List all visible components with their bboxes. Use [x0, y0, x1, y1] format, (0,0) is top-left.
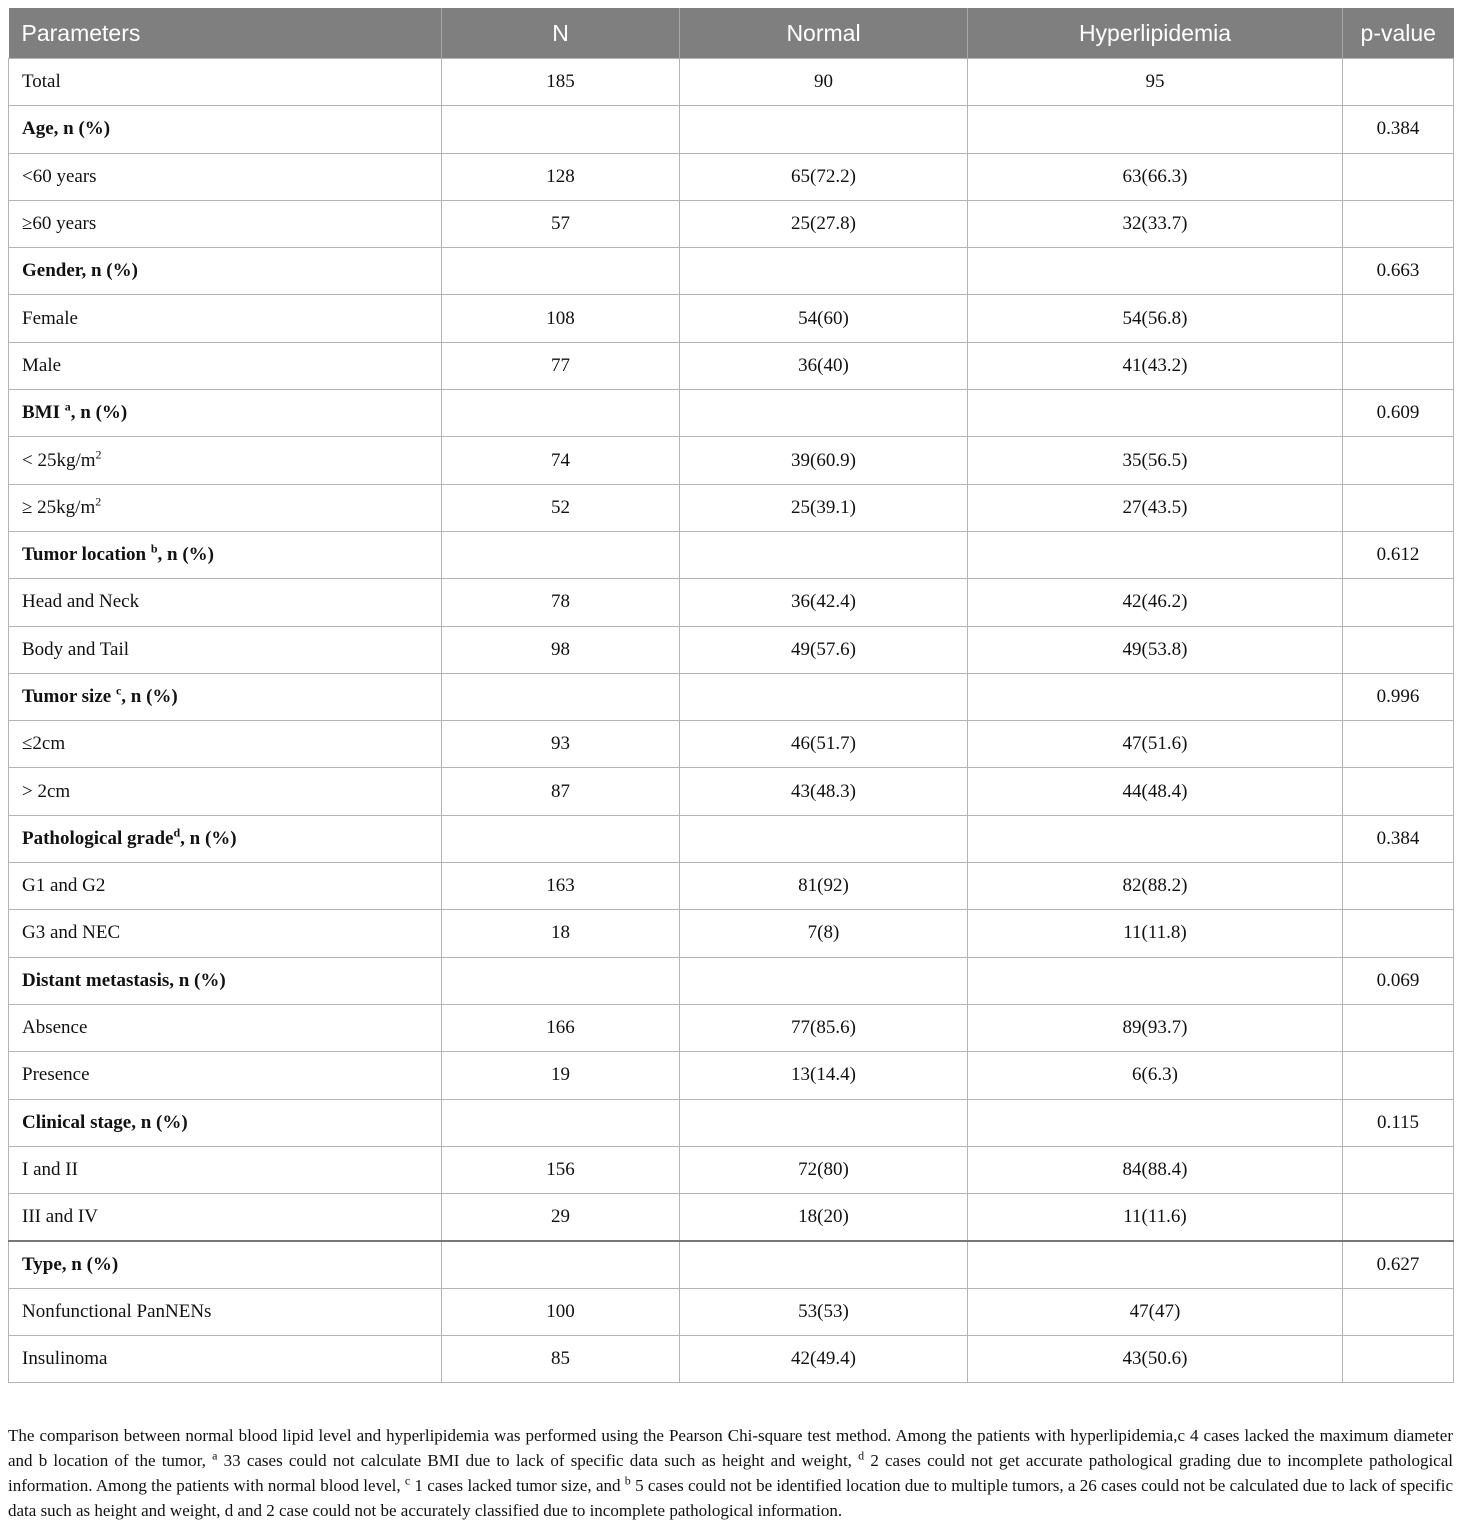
- parameter-label: Nonfunctional PanNENs: [22, 1300, 212, 1322]
- table-row: [9, 626, 1454, 673]
- parameter-label: Age, n (%): [22, 118, 111, 140]
- table-row: [9, 1194, 1454, 1241]
- cell-normal: [680, 248, 968, 295]
- parameter-label: < 25kg/m: [22, 449, 96, 471]
- cell-hyperlipidemia: 84(88.4): [968, 1146, 1343, 1193]
- header-n: N: [442, 8, 680, 59]
- cell-normal: 77(85.6): [680, 1004, 968, 1051]
- cell-p-value: 0.627: [1343, 1241, 1454, 1288]
- table-row: [9, 768, 1454, 815]
- cell-hyperlipidemia: [968, 390, 1343, 437]
- parameter-superscript: 2: [95, 447, 102, 462]
- table-row: [9, 1146, 1454, 1193]
- cell-n: 29: [442, 1194, 680, 1241]
- parameter-label: Head and Neck: [22, 591, 140, 613]
- cell-normal: [680, 673, 968, 720]
- parameter-label: III and IV: [22, 1206, 98, 1228]
- table-row: [9, 59, 1454, 106]
- cell-n: 166: [442, 1004, 680, 1051]
- footnote-superscript: d: [858, 1448, 865, 1463]
- cell-parameter: [9, 153, 442, 200]
- data-table-container: [8, 8, 1453, 1383]
- parameter-label: ≥60 years: [22, 213, 97, 235]
- cell-normal: 42(49.4): [680, 1336, 968, 1383]
- cell-hyperlipidemia: 32(33.7): [968, 200, 1343, 247]
- cell-n: 74: [442, 437, 680, 484]
- cell-normal: 43(48.3): [680, 768, 968, 815]
- cell-p-value: [1343, 342, 1454, 389]
- cell-parameter: [9, 1241, 442, 1288]
- cell-p-value: [1343, 626, 1454, 673]
- cell-parameter: [9, 1052, 442, 1099]
- table-section-row: [9, 673, 1454, 720]
- parameter-superscript: c: [115, 683, 122, 698]
- cell-hyperlipidemia: 6(6.3): [968, 1052, 1343, 1099]
- footnote-text: 2 cases could not get accurate pathological grading due to incomplete pathological information. Among the patients with normal blood level,: [8, 1451, 1453, 1495]
- parameter-label: G3 and NEC: [22, 922, 121, 944]
- footnote-text: 33 cases could not calculate BMI due to lack of specific data such as height and weight,: [217, 1451, 859, 1470]
- header-hyperlipidemia: Hyperlipidemia: [968, 8, 1343, 59]
- cell-n: 156: [442, 1146, 680, 1193]
- cell-n: [442, 1099, 680, 1146]
- cell-hyperlipidemia: 11(11.6): [968, 1194, 1343, 1241]
- cell-p-value: 0.609: [1343, 390, 1454, 437]
- parameter-superscript: 2: [95, 494, 102, 509]
- parameter-label: Presence: [22, 1064, 90, 1086]
- cell-p-value: [1343, 721, 1454, 768]
- cell-parameter: [9, 437, 442, 484]
- cell-parameter: [9, 390, 442, 437]
- table-row: [9, 910, 1454, 957]
- table-row: [9, 1288, 1454, 1335]
- table-row: [9, 437, 1454, 484]
- cell-n: 18: [442, 910, 680, 957]
- cell-p-value: [1343, 579, 1454, 626]
- cell-n: [442, 106, 680, 153]
- parameter-label: Tumor location: [22, 544, 151, 566]
- cell-hyperlipidemia: 44(48.4): [968, 768, 1343, 815]
- cell-hyperlipidemia: 43(50.6): [968, 1336, 1343, 1383]
- cell-p-value: [1343, 437, 1454, 484]
- cell-parameter: [9, 484, 442, 531]
- cell-parameter: [9, 200, 442, 247]
- cell-n: 100: [442, 1288, 680, 1335]
- cell-parameter: [9, 957, 442, 1004]
- cell-n: [442, 957, 680, 1004]
- table-row: [9, 484, 1454, 531]
- cell-n: 19: [442, 1052, 680, 1099]
- table-section-row: [9, 531, 1454, 578]
- cell-n: 52: [442, 484, 680, 531]
- cell-hyperlipidemia: [968, 957, 1343, 1004]
- cell-hyperlipidemia: 42(46.2): [968, 579, 1343, 626]
- table-section-row: [9, 1241, 1454, 1288]
- cell-hyperlipidemia: [968, 531, 1343, 578]
- table-section-row: [9, 957, 1454, 1004]
- parameter-label: Body and Tail: [22, 638, 130, 660]
- cell-parameter: [9, 1288, 442, 1335]
- footnote-text: 1 cases lacked tumor size, and: [410, 1476, 625, 1495]
- cell-n: 108: [442, 295, 680, 342]
- data-table: [8, 8, 1454, 1383]
- parameter-superscript: a: [64, 399, 71, 414]
- table-body: [9, 59, 1454, 1383]
- cell-normal: [680, 1099, 968, 1146]
- cell-n: 87: [442, 768, 680, 815]
- parameter-label: Insulinoma: [22, 1348, 108, 1370]
- cell-n: [442, 673, 680, 720]
- cell-parameter: [9, 1194, 442, 1241]
- cell-p-value: [1343, 1004, 1454, 1051]
- cell-normal: 54(60): [680, 295, 968, 342]
- cell-parameter: [9, 910, 442, 957]
- cell-hyperlipidemia: [968, 106, 1343, 153]
- cell-normal: 46(51.7): [680, 721, 968, 768]
- cell-normal: 25(39.1): [680, 484, 968, 531]
- cell-normal: [680, 1241, 968, 1288]
- cell-n: [442, 248, 680, 295]
- cell-parameter: [9, 1146, 442, 1193]
- table-row: [9, 1336, 1454, 1383]
- cell-n: [442, 1241, 680, 1288]
- cell-p-value: 0.612: [1343, 531, 1454, 578]
- cell-parameter: [9, 342, 442, 389]
- footnote-text: The comparison between normal blood lipid level and hyperlipidemia was performed using the Pearson Chi-square test method. Among the patients with hyperlipidemia,c 4 cases lacked the maximum diameter and b location of the tumor,: [8, 1426, 1453, 1470]
- cell-normal: [680, 957, 968, 1004]
- cell-hyperlipidemia: 54(56.8): [968, 295, 1343, 342]
- parameter-label: Pathological grade: [22, 827, 174, 849]
- cell-hyperlipidemia: [968, 1241, 1343, 1288]
- cell-p-value: 0.996: [1343, 673, 1454, 720]
- cell-parameter: [9, 626, 442, 673]
- cell-hyperlipidemia: 47(47): [968, 1288, 1343, 1335]
- cell-hyperlipidemia: 95: [968, 59, 1343, 106]
- parameter-label: Gender, n (%): [22, 260, 138, 282]
- cell-normal: 53(53): [680, 1288, 968, 1335]
- cell-p-value: 0.663: [1343, 248, 1454, 295]
- cell-normal: 39(60.9): [680, 437, 968, 484]
- cell-hyperlipidemia: 41(43.2): [968, 342, 1343, 389]
- cell-parameter: [9, 579, 442, 626]
- header-parameters: Parameters: [9, 8, 442, 59]
- parameter-label: Female: [22, 307, 78, 329]
- cell-p-value: [1343, 295, 1454, 342]
- cell-p-value: [1343, 1288, 1454, 1335]
- parameter-label: G1 and G2: [22, 875, 106, 897]
- table-row: [9, 342, 1454, 389]
- cell-hyperlipidemia: [968, 1099, 1343, 1146]
- cell-hyperlipidemia: 89(93.7): [968, 1004, 1343, 1051]
- parameter-label: ≥ 25kg/m: [22, 496, 96, 518]
- cell-normal: [680, 815, 968, 862]
- parameter-label: ≤2cm: [22, 733, 66, 755]
- cell-normal: 65(72.2): [680, 153, 968, 200]
- cell-n: 98: [442, 626, 680, 673]
- table-section-row: [9, 815, 1454, 862]
- cell-parameter: [9, 531, 442, 578]
- cell-normal: 72(80): [680, 1146, 968, 1193]
- table-section-row: [9, 106, 1454, 153]
- table-row: [9, 200, 1454, 247]
- cell-p-value: [1343, 1194, 1454, 1241]
- table-row: [9, 721, 1454, 768]
- cell-n: 93: [442, 721, 680, 768]
- footnote-text: 5 cases could not be identified location due to multiple tumors, a 26 cases could not be calculated due to lack of specific data such as height and weight, d and 2 case could not be accurately classified due to incomplete pathological information.: [8, 1476, 1453, 1520]
- cell-normal: 90: [680, 59, 968, 106]
- table-section-row: [9, 390, 1454, 437]
- cell-n: 185: [442, 59, 680, 106]
- header-normal: Normal: [680, 8, 968, 59]
- parameter-suffix: , n (%): [180, 827, 237, 849]
- cell-n: [442, 390, 680, 437]
- table-row: [9, 1004, 1454, 1051]
- cell-p-value: [1343, 59, 1454, 106]
- parameter-label: > 2cm: [22, 780, 71, 802]
- cell-parameter: [9, 1336, 442, 1383]
- parameter-label: Total: [22, 71, 61, 93]
- footnote-superscript: a: [212, 1448, 218, 1463]
- footnote-superscript: b: [624, 1473, 631, 1488]
- cell-normal: 7(8): [680, 910, 968, 957]
- cell-parameter: [9, 106, 442, 153]
- table-row: [9, 579, 1454, 626]
- cell-n: 78: [442, 579, 680, 626]
- cell-normal: 13(14.4): [680, 1052, 968, 1099]
- cell-hyperlipidemia: [968, 673, 1343, 720]
- parameter-superscript: b: [150, 541, 158, 556]
- parameter-label: I and II: [22, 1158, 78, 1180]
- cell-parameter: [9, 248, 442, 295]
- cell-p-value: [1343, 1052, 1454, 1099]
- table-row: [9, 295, 1454, 342]
- cell-normal: 25(27.8): [680, 200, 968, 247]
- cell-hyperlipidemia: 63(66.3): [968, 153, 1343, 200]
- cell-hyperlipidemia: [968, 815, 1343, 862]
- cell-parameter: [9, 721, 442, 768]
- cell-n: 85: [442, 1336, 680, 1383]
- cell-n: 77: [442, 342, 680, 389]
- cell-n: 57: [442, 200, 680, 247]
- cell-p-value: [1343, 1336, 1454, 1383]
- cell-parameter: [9, 673, 442, 720]
- cell-n: [442, 815, 680, 862]
- parameter-label: Tumor size: [22, 686, 116, 707]
- cell-parameter: [9, 863, 442, 910]
- cell-p-value: [1343, 768, 1454, 815]
- cell-normal: [680, 390, 968, 437]
- cell-n: [442, 531, 680, 578]
- parameter-label: BMI: [22, 402, 65, 424]
- parameter-label: Distant metastasis, n (%): [22, 969, 226, 991]
- cell-normal: 36(40): [680, 342, 968, 389]
- cell-normal: [680, 531, 968, 578]
- cell-normal: 18(20): [680, 1194, 968, 1241]
- footnote-superscript: c: [404, 1473, 411, 1488]
- cell-parameter: [9, 1099, 442, 1146]
- table-header-row: [9, 8, 1454, 59]
- cell-parameter: [9, 768, 442, 815]
- cell-hyperlipidemia: 11(11.8): [968, 910, 1343, 957]
- cell-hyperlipidemia: 47(51.6): [968, 721, 1343, 768]
- table-section-row: [9, 1099, 1454, 1146]
- parameter-label: Clinical stage, n (%): [22, 1111, 188, 1133]
- cell-parameter: [9, 295, 442, 342]
- cell-hyperlipidemia: 27(43.5): [968, 484, 1343, 531]
- cell-parameter: [9, 815, 442, 862]
- cell-p-value: [1343, 863, 1454, 910]
- cell-parameter: [9, 1004, 442, 1051]
- cell-hyperlipidemia: 35(56.5): [968, 437, 1343, 484]
- cell-p-value: [1343, 153, 1454, 200]
- parameter-label: <60 years: [22, 165, 97, 187]
- parameter-label: Male: [22, 354, 62, 376]
- table-row: [9, 863, 1454, 910]
- cell-n: 163: [442, 863, 680, 910]
- cell-p-value: [1343, 484, 1454, 531]
- cell-p-value: 0.069: [1343, 957, 1454, 1004]
- cell-hyperlipidemia: [968, 248, 1343, 295]
- parameter-suffix: , n (%): [121, 686, 178, 707]
- header-p-value: p-value: [1343, 8, 1454, 59]
- table-row: [9, 153, 1454, 200]
- cell-hyperlipidemia: 82(88.2): [968, 863, 1343, 910]
- cell-n: 128: [442, 153, 680, 200]
- parameter-suffix: , n (%): [157, 544, 214, 566]
- parameter-superscript: d: [173, 825, 181, 840]
- parameter-label: Type, n (%): [22, 1253, 119, 1275]
- cell-p-value: 0.115: [1343, 1099, 1454, 1146]
- cell-normal: [680, 106, 968, 153]
- cell-p-value: [1343, 910, 1454, 957]
- parameter-suffix: , n (%): [70, 402, 128, 424]
- cell-normal: 49(57.6): [680, 626, 968, 673]
- cell-p-value: 0.384: [1343, 815, 1454, 862]
- table-section-row: [9, 248, 1454, 295]
- cell-p-value: [1343, 1146, 1454, 1193]
- cell-p-value: 0.384: [1343, 106, 1454, 153]
- cell-normal: 36(42.4): [680, 579, 968, 626]
- table-row: [9, 1052, 1454, 1099]
- cell-parameter: [9, 59, 442, 106]
- cell-hyperlipidemia: 49(53.8): [968, 626, 1343, 673]
- table-footnote: [8, 1423, 1453, 1523]
- cell-p-value: [1343, 200, 1454, 247]
- cell-normal: 81(92): [680, 863, 968, 910]
- parameter-label: Absence: [22, 1017, 88, 1039]
